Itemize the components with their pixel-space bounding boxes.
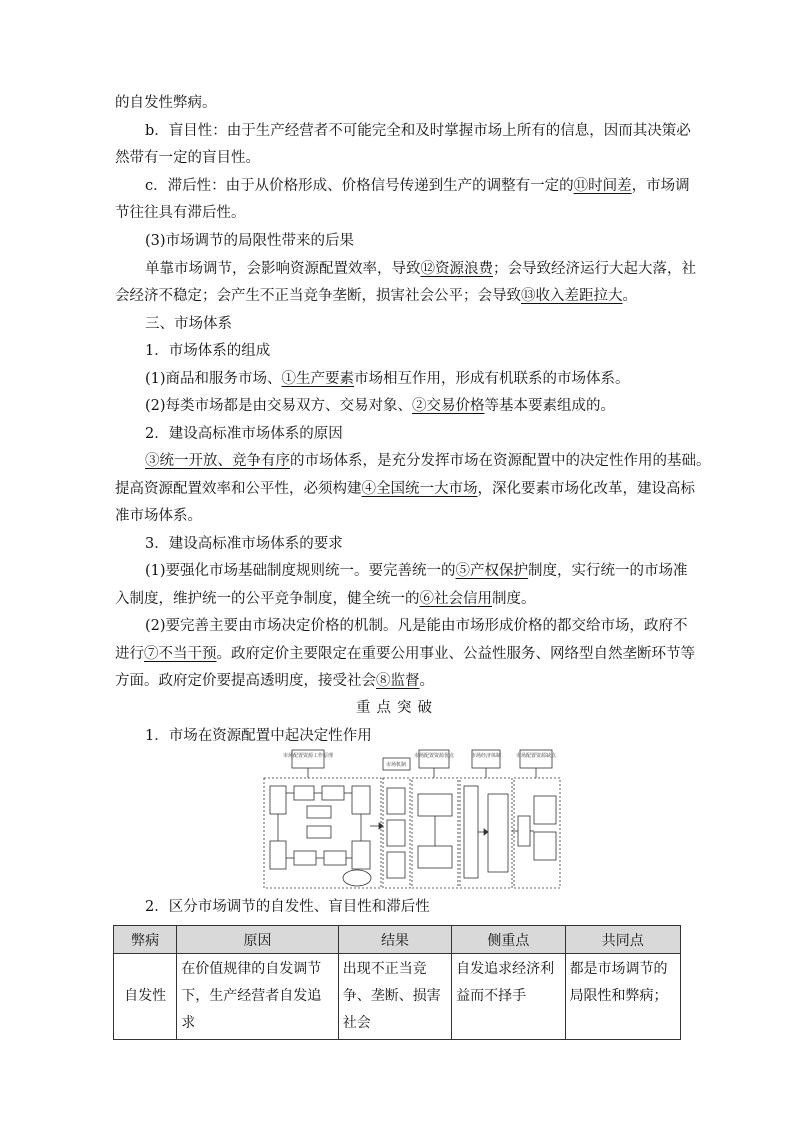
flow-box [387,820,405,846]
subheading: 3．建设高标准市场体系的要求 [145,536,343,552]
top-box [471,750,501,768]
table-cell: 自发性 [114,954,177,1040]
flow-box [270,786,286,814]
flow-box [294,851,316,865]
top-box [283,750,333,768]
table-cell: 在价值规律的自发调节下，生产经营者自发追求 [177,954,339,1040]
text-line: ③统一开放、竞争有序的市场体系，是充分发挥市场在资源配置中的决定性作用的基础。 [145,453,711,469]
table-header-cell: 结果 [338,926,451,954]
flow-box [307,826,331,838]
text-line: c．滞后性：由于从价格形成、价格信号传递到生产的调整有一定的⑪时间差，市场调 [145,178,690,194]
subheading: 2．建设高标准市场体系的原因 [145,426,343,442]
flow-box [518,816,530,846]
flow-box [322,786,344,800]
flow-box [352,841,370,869]
table-cell: 出现不正当竞争、垄断、损害社会 [338,954,451,1040]
table-cell: 自发追求经济利益而不择手 [452,954,565,1040]
text-line: (2)每类市场都是由交易双方、交易对象、②交易价格等基本要素组成的。 [145,398,616,414]
dashed-group [264,778,381,888]
svg-text:市场配置资源优点: 市场配置资源优点 [413,753,455,759]
text-line: 进行⑦不当干预。政府定价主要限定在重要公用事业、公益性服务、网络型自然垄断环节等 [115,646,695,662]
text-line: (2)要完善主要由市场决定价格的机制。凡是能由市场形成价格的都交给市场，政府不 [145,618,688,634]
text-line: (1)要强化市场基础制度规则统一。要完善统一的⑤产权保护制度，实行统一的市场准 [145,563,688,579]
section-heading: 三、市场体系 [145,316,232,332]
table-header-cell: 原因 [177,926,339,954]
flow-box [387,788,405,814]
text-line: 提高资源配置效率和公平性，必须构建④全国统一大市场，深化要素市场化改革，建设高标 [115,481,695,497]
top-box [414,750,455,768]
flow-box [488,794,508,872]
table-row [114,954,681,1040]
table-header-cell: 共同点 [565,926,680,954]
flow-box [352,786,370,814]
svg-text:市场机制: 市场机制 [385,762,407,768]
text-line: 然带有一定的盲目性。 [115,150,260,166]
text-line: 会经济不稳定；会产生不正当竞争垄断，损害社会公平；会导致⑬收入差距拉大。 [115,288,637,304]
table-header-cell: 侧重点 [452,926,565,954]
flow-box [324,851,346,865]
flow-box [534,832,556,860]
svg-text:市场经济体制: 市场经济体制 [470,753,502,759]
svg-text:市场配置资源缺点: 市场配置资源缺点 [515,753,557,759]
flow-box [418,846,452,868]
flow-box [270,841,286,869]
dashed-group [514,778,560,888]
subheading: 1．市场在资源配置中起决定性作用 [145,728,372,744]
flow-box [464,786,478,878]
flow-oval [343,870,371,886]
text-line: 节往往具有滞后性。 [115,205,246,221]
text-line: 的自发性弊病。 [115,95,217,111]
comparison-table [113,925,681,1040]
text-line: 单靠市场调节，会影响资源配置效率，导致⑫资源浪费；会导致经济运行大起大落，社 [145,261,696,277]
text-line: b．盲目性：由于生产经营者不可能完全和及时掌握市场上所有的信息，因而其决策必 [145,123,691,139]
flow-box [307,806,331,818]
svg-text:市场配置资源工作原理: 市场配置资源工作原理 [282,753,334,759]
text-line: 方面。政府定价要提高透明度，接受社会⑧监督。 [115,673,434,689]
text-line: (1)商品和服务市场、①生产要素市场相互作用，形成有机联系的市场体系。 [145,371,630,387]
table-header-row [114,926,681,954]
text-line: 准市场体系。 [115,508,202,524]
text-line: 入制度，维护统一的公平竞争制度，健全统一的⑥社会信用制度。 [115,591,536,607]
section-heading: 重点突破 [356,700,438,716]
table-cell: 都是市场调节的局限性和弊病； [565,954,680,1040]
subheading: 1．市场体系的组成 [145,343,271,359]
subheading: (3)市场调节的局限性带来的后果 [145,233,355,249]
flow-box [387,852,405,878]
subheading: 2．区分市场调节的自发性、盲目性和滞后性 [145,899,430,915]
diagram-figure [262,746,562,891]
flow-box [418,794,452,816]
top-box [516,750,557,768]
table-header-cell: 弊病 [114,926,177,954]
flow-box [294,786,314,800]
top-box [383,758,410,770]
flow-box [534,796,556,824]
